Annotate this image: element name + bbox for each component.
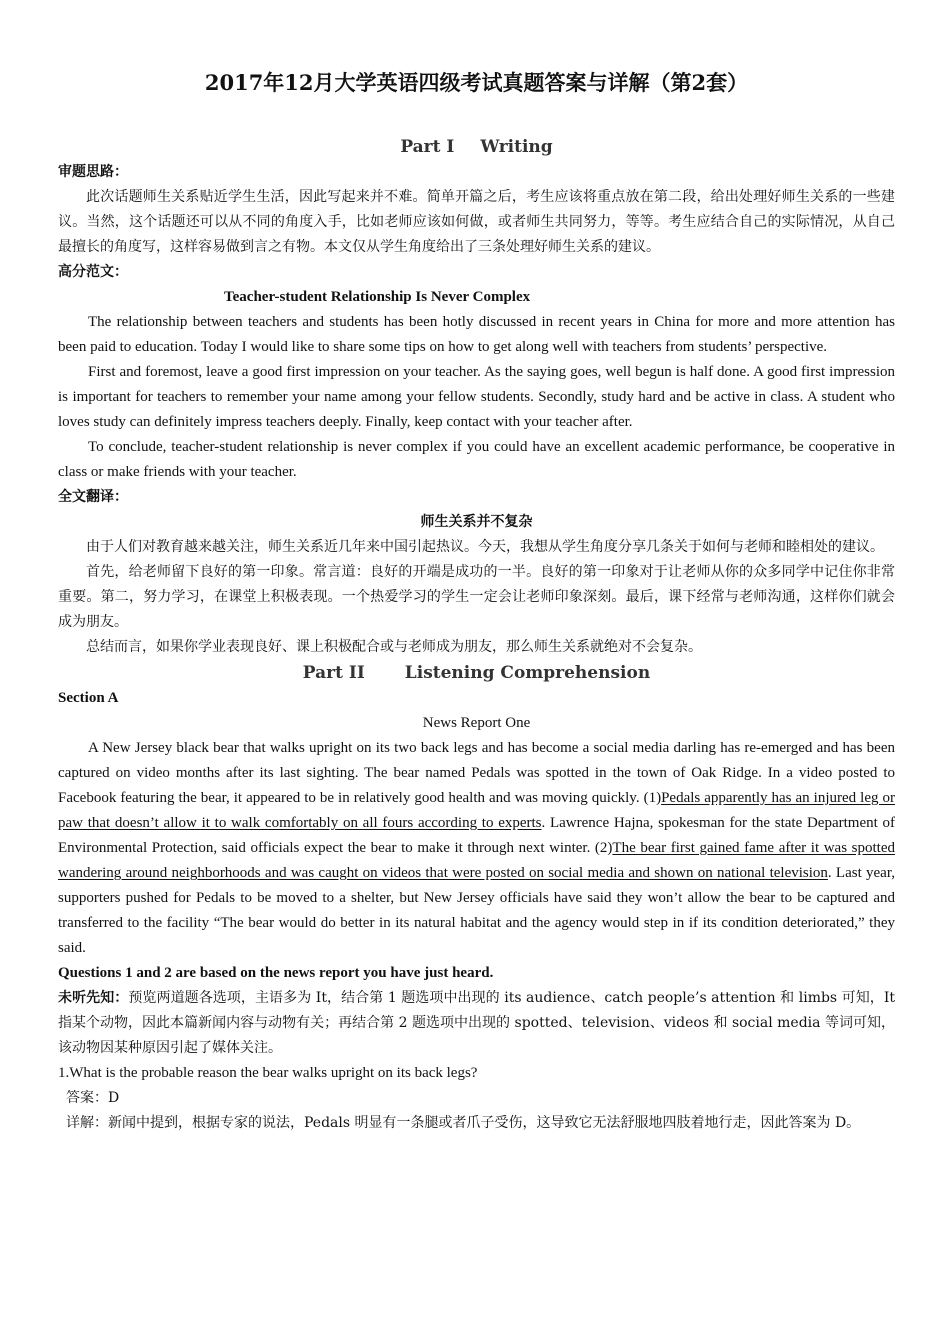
questions-intro: Questions 1 and 2 are based on the news report you have just heard. xyxy=(58,965,494,981)
translation-paragraph: 首先，给老师留下良好的第一印象。常言道：良好的开端是成功的一半。良好的第一印象对于让老师从你的众多同学中记住你非常重要。第二，努力学习，在课堂上积极表现。一个热爱学习的学生一定会让老师印象深刻。最后，课下经常与老师沟通，这样你们就会成为朋友。 xyxy=(58,564,895,630)
part1-name: Writing xyxy=(480,137,553,157)
translation-title: 师生关系并不复杂 xyxy=(420,514,533,530)
translation-paragraph: 总结而言，如果你学业表现良好、课上积极配合或与老师成为朋友，那么师生关系就绝对不会复杂。 xyxy=(86,639,702,655)
part2-heading xyxy=(58,660,895,686)
report-segment: . Lawrence Hajna, spokesman for the state Department of Environmental Protection, said officials expect the bear to make it through next winter. (2) xyxy=(58,815,895,856)
preview-label: 未听先知： xyxy=(58,990,129,1006)
report-segment: . Last year, supporters pushed for Pedals to be moved to a shelter, but New Jersey officials have said they won’t allow the bear to be captured and transferred to the facility “The bear would do better in its natural habitat and the agency would step in if its condition deteriorated,” they said. xyxy=(58,865,895,956)
translation-label: 全文翻译： xyxy=(58,489,128,505)
question-1-answer: 答案：D xyxy=(66,1090,120,1106)
translation-paragraph: 由于人们对教育越来越关注，师生关系近几年来中国引起热议。今天，我想从学生角度分享几条关于如何与老师和睦相处的建议。 xyxy=(86,539,884,555)
preview-paragraph xyxy=(58,986,895,1061)
part2-number: Part II xyxy=(302,663,365,683)
document-title: 2017年12月大学英语四级考试真题答案与详解（第2套） xyxy=(204,70,749,95)
news-report-text xyxy=(58,736,895,961)
report-segment: A New Jersey black bear that walks upright on its two back legs and has become a social media darling has re-emerged and has been captured on video months after its last sighting. The bear named Pedals was spotted in the town of Oak Ridge. In a video posted to Facebook featuring the bear, it appeared to be in relatively good health and was moving quickly. (1) xyxy=(58,740,895,806)
preview-text: 预览两道题各选项，主语多为 It，结合第 1 题选项中出现的 its audience、catch people’s attention 和 limbs 可知，It 指某个动物，因此本篇新闻内容与动物有关；再结合第 2 题选项中出现的 spotted、television、videos 和 social media 等词可知，该动物因某种原因引起了媒体关注。 xyxy=(58,990,895,1056)
underlined-answer-1: Pedals apparently has an injured leg or paw that doesn’t allow it to walk comfortably on all fours according to experts xyxy=(58,790,895,831)
sample-label: 高分范文： xyxy=(58,264,128,280)
essay-paragraph: The relationship between teachers and students has been hotly discussed in recent years in China for more and more attention has been paid to education. Today I would like to share some tips on how to get along well with teachers from students’ perspective. xyxy=(58,314,895,355)
essay-title: Teacher-student Relationship Is Never Complex xyxy=(224,289,531,305)
analysis-label: 审题思路： xyxy=(58,164,128,180)
question-1: 1.What is the probable reason the bear walks upright on its back legs? xyxy=(58,1065,478,1081)
underlined-answer-2: The bear first gained fame after it was spotted wandering around neighborhoods and was caught on videos that were posted on social media and shown on national television xyxy=(58,840,895,881)
essay-paragraph: To conclude, teacher-student relationship is never complex if you could have an excellent academic performance, be cooperative in class or make friends with your teacher. xyxy=(58,439,895,480)
section-label: Section A xyxy=(58,690,119,706)
part2-name: Listening Comprehension xyxy=(404,663,651,683)
part1-number: Part I xyxy=(400,137,455,157)
essay-paragraph: First and foremost, leave a good first impression on your teacher. As the saying goes, well begun is half done. A good first impression is important for teachers to remember your name among your fellow students. Secondly, study hard and be active in class. A student who loves study can definitely impress teachers deeply. Finally, keep contact with your teacher after. xyxy=(58,364,895,430)
part1-heading xyxy=(58,134,895,160)
question-1-detail: 详解：新闻中提到，根据专家的说法，Pedals 明显有一条腿或者爪子受伤，这导致它无法舒服地四肢着地行走，因此答案为 D。 xyxy=(66,1115,861,1131)
news-report-title: News Report One xyxy=(422,715,531,731)
analysis-text: 此次话题师生关系贴近学生生活，因此写起来并不难。简单开篇之后，考生应该将重点放在第二段，给出处理好师生关系的一些建议。当然，这个话题还可以从不同的角度入手，比如老师应该如何做，或者师生共同努力，等等。考生应结合自己的实际情况，从自己最擅长的角度写，这样容易做到言之有物。本文仅从学生角度给出了三条处理好师生关系的建议。 xyxy=(58,189,895,255)
